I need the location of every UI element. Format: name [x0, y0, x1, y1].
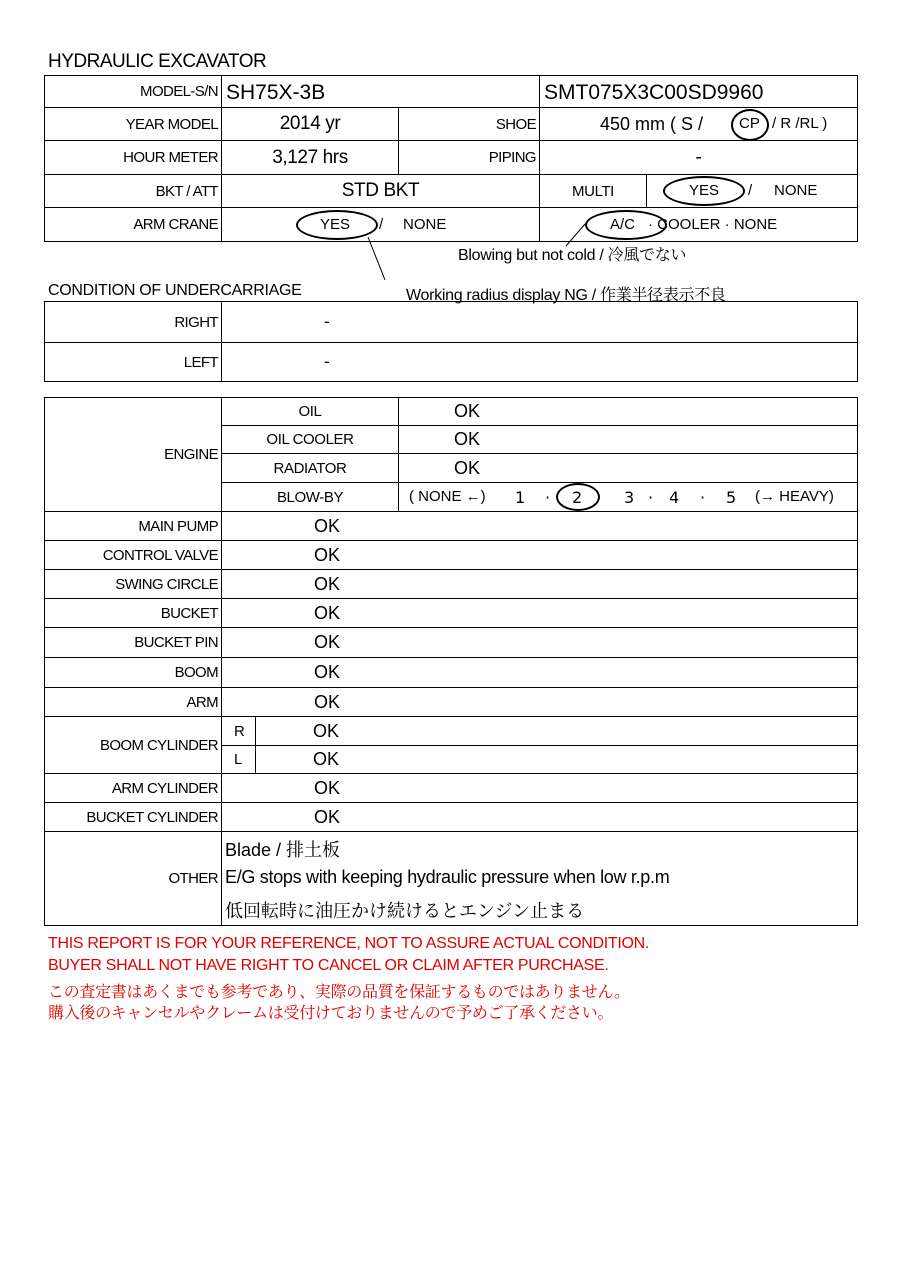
blowby-2: 2: [572, 488, 583, 507]
cooler-label-cell: [221, 425, 399, 454]
left-cell: [221, 342, 858, 382]
blowby-sep: ·: [545, 488, 551, 507]
other-cell: [221, 831, 858, 926]
shoe-cp: CP: [739, 115, 760, 132]
boom-cylinder-r-cell: [255, 716, 858, 746]
undercarriage-title: CONDITION OF UNDERCARRIAGE: [48, 282, 302, 299]
item-value: OK: [314, 632, 341, 652]
right-label: RIGHT: [174, 313, 218, 331]
arm-crane-label: ARM CRANE: [133, 216, 218, 233]
model-sn-label: MODEL-S/N: [140, 83, 218, 100]
item-value: OK: [314, 691, 341, 712]
annotation-lines: [0, 0, 905, 320]
item-label-cell: [44, 511, 222, 541]
radiator-label-cell: [221, 453, 399, 483]
item-value: OK: [314, 515, 341, 536]
item-label: BUCKET PIN: [134, 634, 218, 651]
multi-sep: /: [748, 182, 753, 199]
other-line: Blade / 排土板: [225, 840, 341, 860]
item-label-cell: [44, 598, 222, 628]
item-value-cell: [221, 598, 858, 628]
arm-cylinder-label: ARM CYLINDER: [111, 779, 218, 797]
item-label: BUCKET: [160, 604, 218, 622]
shoe-label: SHOE: [495, 115, 536, 133]
arm-crane-none: NONE: [403, 216, 447, 233]
boom-cylinder-r-label: R: [234, 722, 245, 740]
boom-cylinder-l-value: OK: [313, 749, 340, 769]
shoe-rest: / R /RL ): [772, 115, 828, 132]
hours-value: 3,127 hrs: [272, 146, 348, 168]
item-value: OK: [314, 573, 341, 594]
arm-cylinder-cell: [221, 773, 858, 803]
radiator-label: RADIATOR: [273, 459, 347, 477]
blowby-label: BLOW-BY: [276, 488, 344, 506]
disclaimer-line: この査定書はあくまでも参考であり、実際の品質を保証するものではありません。: [48, 984, 630, 1001]
item-value-cell: [221, 569, 858, 599]
crane-note: Working radius display NG / 作業半径表示不良: [406, 287, 726, 304]
item-label-cell: [44, 569, 222, 599]
ac-value: A/C: [610, 216, 636, 233]
item-label-cell: [44, 540, 222, 570]
oil-label: OIL: [298, 403, 322, 420]
oil-value: OK: [454, 401, 481, 421]
ac-note: Blowing but not cold / 冷風でない: [458, 247, 687, 264]
multi-yes: YES: [689, 182, 720, 199]
shoe-value: 450 mm ( S /: [600, 114, 704, 134]
engine-label: ENGINE: [164, 446, 218, 463]
item-label: CONTROL VALVE: [102, 546, 218, 564]
arm-cylinder-label-cell: [44, 773, 222, 803]
boom-cylinder-r-label-cell: [221, 716, 256, 746]
boom-cylinder-l-label: L: [234, 751, 242, 768]
cooler-cell: [398, 425, 858, 454]
bucket-cylinder-cell: [221, 802, 858, 832]
boom-cylinder-l-cell: [255, 745, 858, 774]
bucket-cylinder-value: OK: [314, 806, 341, 827]
model-value: SH75X-3B: [226, 81, 326, 104]
item-value-cell: [221, 511, 858, 541]
radiator-value: OK: [454, 457, 481, 478]
boom-cylinder-r-value: OK: [313, 720, 340, 741]
blowby-label-cell: [221, 482, 399, 512]
disclaimer-line: 購入後のキャンセルやクレームは受付けておりませんので予めご了承ください。: [48, 1005, 614, 1022]
boom-cylinder-label-cell: [44, 716, 222, 774]
blowby-1: 1: [515, 488, 526, 507]
oil-cooler-value: OK: [454, 429, 481, 449]
year-value: 2014 yr: [279, 113, 341, 134]
other-line: 低回転時に油圧かけ続けるとエンジン止まる: [225, 901, 585, 922]
item-value-cell: [221, 687, 858, 717]
item-label: MAIN PUMP: [138, 517, 218, 535]
blowby-sep: ·: [648, 488, 654, 507]
piping-label: PIPING: [488, 149, 536, 166]
serial-value: SMT075X3C00SD9960: [544, 81, 764, 104]
blowby-heavy: (→ HEAVY): [755, 488, 834, 505]
bkt-value: STD BKT: [341, 180, 420, 201]
arm-crane-sep: /: [379, 216, 384, 233]
left-value: -: [324, 352, 330, 371]
disclaimer-line: THIS REPORT IS FOR YOUR REFERENCE, NOT TO ASSURE ACTUAL CONDITION.: [48, 935, 650, 952]
blowby-3: 3: [624, 488, 635, 507]
document-title: HYDRAULIC EXCAVATOR: [48, 51, 267, 72]
multi-none: NONE: [774, 182, 818, 199]
ac-rest: · COOLER · NONE: [648, 216, 778, 233]
right-cell: [221, 301, 858, 343]
blowby-5: 5: [726, 488, 737, 507]
arm-crane-yes: YES: [320, 216, 351, 233]
left-label-cell: [44, 342, 222, 382]
boom-cylinder-label: BOOM CYLINDER: [99, 736, 218, 754]
blowby-4: 4: [669, 488, 680, 507]
item-value-cell: [221, 627, 858, 658]
disclaimer-line: BUYER SHALL NOT HAVE RIGHT TO CANCEL OR CLAIM AFTER PURCHASE.: [48, 957, 609, 974]
piping-value: -: [695, 146, 702, 168]
multi-label: MULTI: [572, 182, 614, 200]
item-value-cell: [221, 540, 858, 570]
item-value: OK: [314, 544, 341, 565]
item-label-cell: [44, 687, 222, 717]
bucket-cylinder-label: BUCKET CYLINDER: [86, 808, 218, 826]
arm-cylinder-value: OK: [314, 777, 341, 798]
item-label: ARM: [186, 693, 218, 711]
item-value: OK: [314, 662, 341, 682]
other-line: E/G stops with keeping hydraulic pressure when low r.p.m: [225, 867, 670, 887]
radiator-cell: [398, 453, 858, 483]
item-value: OK: [314, 602, 341, 623]
left-label: LEFT: [183, 353, 218, 371]
other-label: OTHER: [168, 870, 218, 887]
boom-cylinder-l-label-cell: [221, 745, 256, 774]
item-label: SWING CIRCLE: [115, 575, 218, 593]
oil-label-cell: [221, 397, 399, 426]
item-value-cell: [221, 657, 858, 688]
hour-label: HOUR METER: [123, 149, 218, 166]
other-label-cell: [44, 831, 222, 926]
bkt-label: BKT / ATT: [155, 182, 218, 200]
blowby-cell: [398, 482, 858, 512]
bucket-cylinder-label-cell: [44, 802, 222, 832]
oil-cooler-label: OIL COOLER: [266, 431, 354, 448]
item-label-cell: [44, 657, 222, 688]
blowby-none: ( NONE ←): [409, 488, 486, 505]
crane-note-leader: [368, 237, 385, 280]
item-label: BOOM: [174, 664, 218, 681]
oil-cell: [398, 397, 858, 426]
blowby-sep: ·: [700, 488, 706, 507]
engine-label-cell: [44, 397, 222, 512]
item-label-cell: [44, 627, 222, 658]
right-value: -: [324, 312, 330, 331]
year-label: YEAR MODEL: [125, 115, 218, 133]
right-label-cell: [44, 301, 222, 343]
